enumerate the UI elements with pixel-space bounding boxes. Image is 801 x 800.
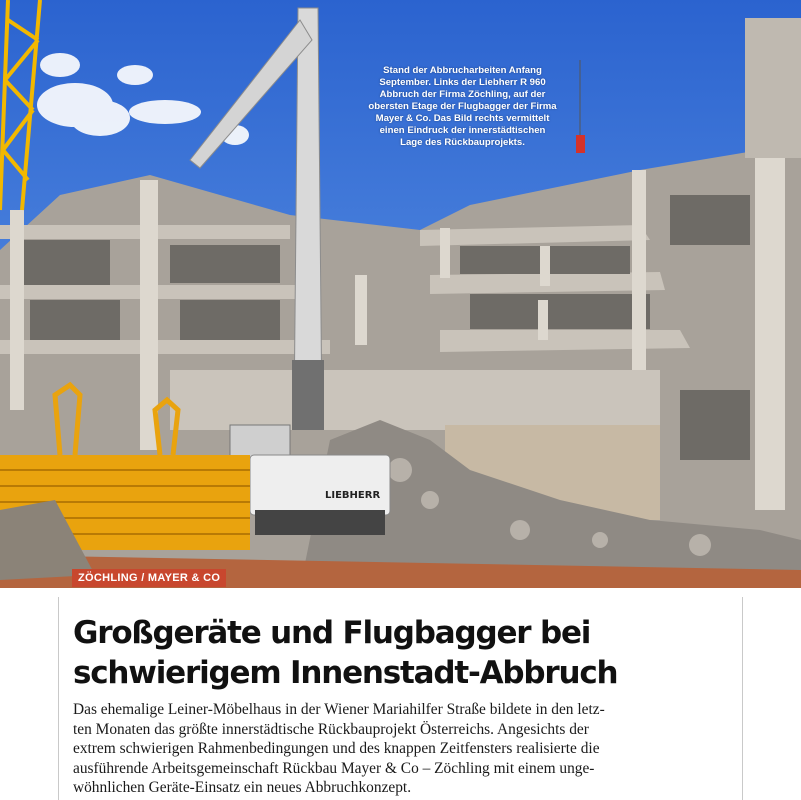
article-lead <box>73 700 733 798</box>
lead-line: ten Monaten das größte innerstädtische Rückbauprojekt Österreichs. Angesichts der <box>73 720 589 738</box>
lead-line: wöhnlichen Geräte-Einsatz ein neues Abbruchkonzept. <box>73 779 412 797</box>
headline-line: schwierigem Innenstadt-Abbruch <box>73 655 618 691</box>
caption-line: Lage des Rückbauprojekts. <box>400 137 525 148</box>
lead-line: extrem schwierigen Rahmenbedingungen und des knappen Zeitfensters realisierte die <box>73 740 600 758</box>
headline-line: Großgeräte und Flugbagger bei <box>73 615 591 651</box>
caption-line: September. Links der Liebherr R 960 <box>379 77 546 88</box>
column-rule-left <box>58 597 59 800</box>
machine-brand-label: LIEBHERR <box>325 490 381 501</box>
article-headline <box>73 613 733 693</box>
caption-line: Mayer & Co. Das Bild rechts vermittelt <box>375 113 550 124</box>
caption-line: obersten Etage der Flugbagger der Firma <box>368 101 557 112</box>
lead-line: ausführende Arbeitsgemeinschaft Rückbau Mayer & Co – Zöchling mit einem unge- <box>73 759 595 777</box>
column-rule-right <box>742 597 743 800</box>
photo-credit: ZÖCHLING / MAYER & CO <box>72 569 226 587</box>
lead-line: Das ehemalige Leiner-Möbelhaus in der Wiener Mariahilfer Straße bildete in den letz- <box>73 701 605 718</box>
caption-line: Stand der Abbrucharbeiten Anfang <box>383 65 542 76</box>
caption-line: Abbruch der Firma Zöchling, auf der <box>379 89 546 100</box>
photo-caption <box>355 65 570 149</box>
caption-line: einen Eindruck der innerstädtischen <box>379 125 546 136</box>
